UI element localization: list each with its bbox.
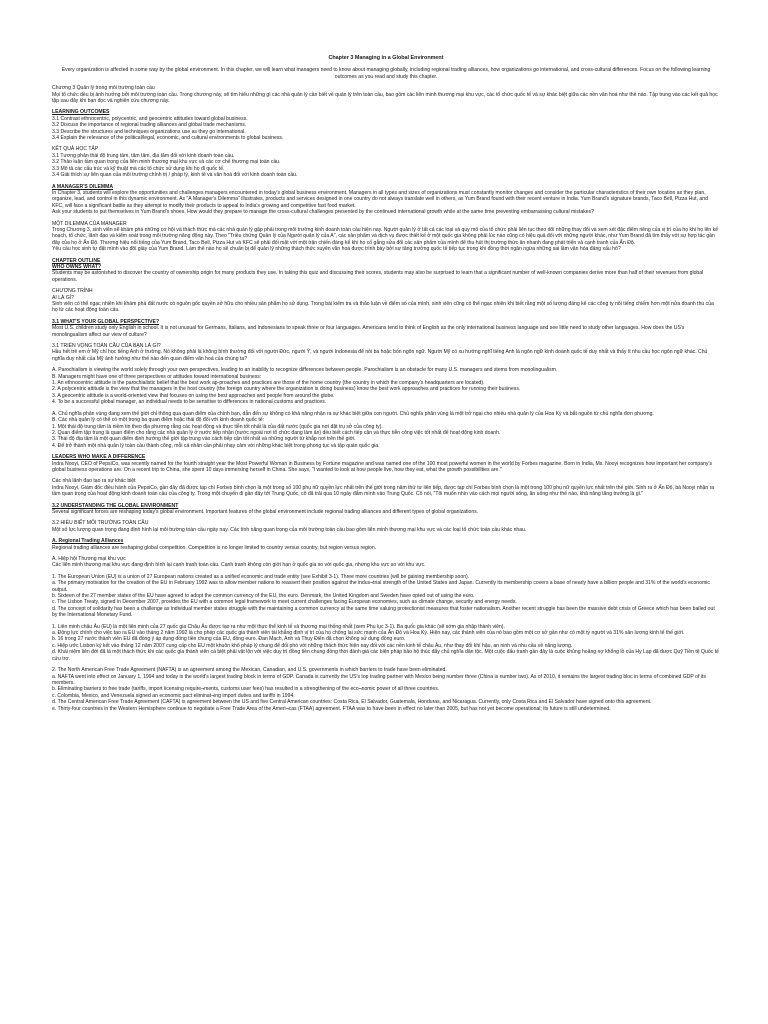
paragraph: d. The concept of solidarity has been a challenge as individual member states struggle with the maintaining a common currency at the same time valuing protectionist measures that foster nationalism. Another recent struggle has been the massive debt crisis of Greece which has been bailed out by the International Monetary Fund. — [52, 605, 715, 619]
section-7 — [52, 288, 720, 314]
section-19 — [52, 624, 720, 662]
paragraph: Các liên minh thương mại khu vực đang định hình lại cạnh tranh toàn cầu. Cạnh tranh không còn giới hạn ở quốc gia so với quốc gia, nhưng khu vực so với khu vực. — [52, 562, 426, 569]
section-10 — [52, 367, 720, 405]
document-page — [52, 55, 720, 717]
paragraph: 3.1 Tương phản thái độ trung tâm, tâm tâm, địa tâm đối với kinh doanh toàn cầu. — [52, 152, 235, 159]
section-heading: 3.1 WHAT'S YOUR GLOBAL PERSPECTIVE? — [52, 318, 160, 325]
section-18 — [52, 574, 720, 619]
paragraph: 3.3 Mô tả các cấu trúc và kỹ thuật mà các tổ chức sử dụng khi họ đi quốc tế. — [52, 165, 225, 172]
section-13 — [52, 478, 720, 497]
paragraph: A. Hiệp hội Thương mại khu vực — [52, 556, 126, 562]
section-16 — [52, 538, 720, 551]
chapter-intro: Every organization is affected in some way by the global environment. In this chapter, we will learn what managers need to know about managing globally, including regional trading alliances, how organizations go international, and cross-cultural differences. Focus on the following learning outcomes as you read and study this chapter. — [61, 67, 711, 80]
paragraph: Yêu cầu học sinh tự đặt mình vào đôi giày của Yum Brand. Làm thế nào họ sẽ chuẩn bị để quản lý những thách thức xuyên văn hoá được trình bày bởi sự tăng trưởng quốc tế tiếp tục trong khi đồng thời ngăn ngừa những sai lầm văn hóa đáng xấu hổ? — [52, 246, 621, 253]
paragraph: Các nhà lãnh đạo tạo ra sự khác biệt — [52, 478, 136, 485]
paragraph: b. Sixteen of the 27 member states of the EU have agreed to adopt the common currency of the EU, the euro. Denmark, the United Kingdom and Sweden have opted out of using the euro. — [52, 593, 475, 600]
section-2 — [52, 109, 720, 141]
section-6 — [52, 258, 720, 284]
paragraph: In Chapter 3, students will explore the opportunities and challenges managers encountered in today's global business environment. Managers in all types and sizes of organizations must constantly monitor changes and consider the particular characteristics of their own location as they plan, organize, lead, and control in this dynamic environment. As "A Manager's Dilemma" illustrates, products and services designed in one country do not always translate well in others, as Yum Brand found with their recent venture in India. Yum Brand's signature brands, Taco Bell, Pizza Hut, and KFC, will face a significant battle as they attempt to modify their products to appeal to India's growing and competitive fast food market. — [52, 189, 708, 209]
section-8 — [52, 319, 720, 338]
section-9 — [52, 343, 720, 362]
paragraph: 2. The North American Free Trade Agreement (NAFTA) is an agreement among the Mexican, Canadian, and U.S. governments in which barriers to trade have been eliminated. — [52, 667, 447, 674]
section-3 — [52, 146, 720, 178]
paragraph: 3.2 Thảo luận tầm quan trọng của liên minh thương mại khu vực và các cơ chế thương mại toàn cầu. — [52, 159, 281, 166]
paragraph: 3.2 HIỂU BIẾT MÔI TRƯỜNG TOÀN CẦU — [52, 520, 149, 527]
section-heading: LEARNING OUTCOMES — [52, 109, 110, 116]
section-12 — [52, 454, 720, 473]
paragraph: Indra Nooyi, Giám đốc điều hành của PepsiCo, gần đây đã được tạp chí Forbes bình chọn là một trong số 100 phụ nữ quyền lực nhất trên thế giới trong năm thứ tư liên tiếp, được tạp chí Forbes bình chọn là một trong 100 phụ nữ quyền lực nhất trên thế giới. Sinh ra ở Ấn Độ, bà Nooyi nhận ra tầm quan trọng của hoạt động kinh doanh toàn cầu của công ty. Trong một chuyến đi gần đây tới Trung Quốc, cô đã trải qua 10 ngày đắm mình vào Trung Quốc. Cô nói, "Tôi muốn nhìn vào cách mọi người sống, ăn uống như thế nào, khả năng tăng trưởng là gì." — [52, 484, 715, 498]
paragraph: c. Colombia, Mexico, and Venezuela signed an economic pact eliminat¬ing import duties and tariffs in 1994. — [52, 692, 295, 699]
paragraph: CHƯƠNG TRÌNH — [52, 288, 93, 295]
section-17 — [52, 556, 720, 569]
section-1 — [52, 85, 720, 104]
paragraph: 3.1 TRIỂN VỌNG TOÀN CẦU CỦA BẠN LÀ GÌ? — [52, 343, 161, 350]
paragraph: B. Các nhà quản lý có thể có một trong ba quan điểm hoặc thái độ đối với kinh doanh quốc tế: — [52, 417, 265, 424]
section-heading: A MANAGER'S DILEMMA — [52, 183, 114, 190]
paragraph: d. Khái niệm liên đới đã là một thách thức khi các quốc gia thành viên cá biệt phải vật lộn với việc duy trì đồng tiền chung đồng thời đánh giá các biện pháp bảo hộ thúc đẩy chủ nghĩa dân tộc. Một cuộc đấu tranh gần đây là cuộc khủng hoảng nợ khổng lồ của Hy Lạp đã được Quỹ Tiền tệ Quốc tế cứu trợ. — [52, 649, 719, 662]
paragraph: Mọi tổ chức đều bị ảnh hưởng bởi môi trường toàn cầu. Trong chương này, sẽ tìm hiểu những gì các nhà quản lý cần biết về quản lý trên toàn cầu, bao gồm các liên minh thương mại khu vực, các tổ chức quốc tế và sự khác biệt giữa các nền văn hoá như thế nào. Tập trung vào các kết quả học tập sau đây khi bạn đọc và nghiên cứu chương này. — [52, 91, 718, 105]
chapter-title: Chapter 3 Managing in a Global Environment — [328, 55, 444, 61]
paragraph: Indra Nooyi, CEO of PepsiCo, was recently named for the fourth straight year the Most Powerful Woman in Business by Fortune magazine and was named one of the 100 most powerful women in the world by Forbes magazine. Born in India, Ms. Nooyi recognizes how important her company's global business operations are. On a recent trip to China, she spent 10 days immersing herself in China. She says, "I wanted to look at how people live, how they eat, what the growth possibilities are." — [52, 460, 712, 473]
paragraph: a. Động lực chính cho việc tạo ra EU vào tháng 2 năm 1992 là cho phép các quốc gia thành viên tái khẳng định vị trí của họ chống lại sức mạnh của Ấn Độ và Hoa Kỳ. Hiện nay, các thành viên của nó bao gồm một cơ sở gần như có một tỷ người và 31% sản lượng kinh tế thế giới. — [52, 630, 685, 637]
paragraph: Một số lực lượng quan trọng đang định hình lại môi trường toàn cầu ngày nay. Các tính năng quan trọng của môi trường toàn cầu bao gồm liên minh thương mại khu vực và các loại tổ chức toàn cầu khác nhau. — [52, 526, 527, 533]
paragraph: KẾT QUẢ HỌC TẬP — [52, 146, 99, 153]
section-heading: A. Regional Trading Alliances — [52, 538, 124, 545]
section-14 — [52, 503, 720, 516]
paragraph: a. NAFTA went into effect on January 1, 1994 and today is the world's largest trading block in terms of GDP. Canada is currently the US's top trading partner with Mexico being number three (China is number two). As of 2010, it remains the largest trading bloc in terms of combined GDP of its members. — [52, 673, 706, 686]
paragraph: 3.2 Discuss the importance of regional trading alliances and global trade mechanisms. — [52, 122, 247, 129]
section-5 — [52, 221, 720, 253]
section-heading: CHAPTER OUTLINE — [52, 257, 101, 264]
paragraph: 3.4 Giải thích sự liên quan của môi trường chính trị / pháp lý, kinh tế và văn hoá đối với kinh doanh toàn cầu. — [52, 172, 298, 179]
paragraph: e. Thirty-four countries in the Western Hemisphere continue to negotiate a Free Trade Area of the Ameri¬cas (FTAA) agreement. FTAA was to have been in effect no later than 2005, but has not yet become operational; its future is still undetermined. — [52, 705, 611, 712]
paragraph: A. Chủ nghĩa phân vùng đang xem thế giới chỉ thông qua quan điểm của chính bạn, dẫn đến sự không có khả năng nhận ra sự khác biệt giữa con người. Chủ nghĩa phân vùng là một trở ngại cho nhiều nhà quản lý của Hoa Kỳ và bắt nguồn từ chủ nghĩa đơn phương. — [52, 410, 654, 417]
paragraph: 1. The European Union (EU) is a union of 27 European nations created as a unified economic and trade entity (see Exhibit 3-1). Three more countries (will be gaining membership soon). — [52, 573, 470, 580]
section-11 — [52, 411, 720, 449]
paragraph: 3.3 Describe the structures and techniques organizations use as they go international. — [52, 128, 246, 135]
paragraph: Several significant forces are reshaping today's global environment. Important features of the global environment include regional trading alliances and different types of global organizations. — [52, 508, 479, 515]
paragraph: 2. Quan điểm tập trung là quan điểm cho rằng các nhà quản lý ở nước tiếp nhận (nước ngoài nơi tổ chức đang làm ăn) đều biết cách tiếp cận và thực tiễn công việc tốt nhất để hoạt động kinh doanh. — [52, 429, 501, 436]
paragraph: b. 16 trong 27 nước thành viên EU đã đồng ý áp dụng đồng tiền chung của EU, đồng euro. Đan Mạch, Anh và Thụy Điển đã chọn không sử dụng đồng euro. — [52, 636, 406, 643]
paragraph: Students may be astonished to discover the country of ownership origin for many products they use. In taking this quiz and discussing their scores, students may also be surprised to learn that a significant number of well-known companies derive more than half of their revenues from global operations. — [52, 270, 704, 283]
paragraph: 3. Thái độ địa tâm là một quan điểm định hướng thế giới tập trung vào cách tiếp cận tốt nhất và những người từ khắp nơi trên thế giới. — [52, 436, 356, 443]
paragraph: d. The Central American Free Trade Agreement (CAFTA) is agreement between the US and five Central American countries: Costa Rica, El Salvador, Guatemala, Honduras, and Nicaragua. Currently, only Costa Rica and El Salvador have signed onto this agreement. — [52, 699, 652, 706]
paragraph: 4. To be a successful global manager, an individual needs to be sensitive to differences in national customs and practices. — [52, 399, 327, 406]
paragraph: a. The primary motivation for the creation of the EU in February 1992 was to allow member nations to reassert their position against the indus¬trial strength of the United States and Japan. Currently its membership covers a base of nearly have a billion people and 31% of the world's economic output. — [52, 580, 710, 593]
section-4 — [52, 184, 720, 216]
paragraph: B. Managers might have one of three perspectives or attitudes toward international business: — [52, 373, 262, 380]
paragraph: Chương 3 Quản lý trong môi trường toàn cầu — [52, 85, 155, 92]
section-heading: WHO OWNS WHAT? — [52, 263, 102, 270]
paragraph: b. Eliminating barriers to free trade (tariffs, import licensing require¬ments, customs user fees) has resulted in a strengthening of the eco¬nomic power of all three countries. — [52, 686, 440, 693]
paragraph: Ask your students to put themselves in Yum Brand's shoes. How would they prepare to manage the cross-cultural challenges presented by the continued international growth while at the same time preventing embarrassing cultural mistakes? — [52, 209, 594, 216]
paragraph: 1. Một thái độ trung tâm là niềm tin theo địa phương rằng các hoạt động và thực tiễn tốt nhất là của đất nước (quốc gia nơi đặt trụ sở của công ty). — [52, 423, 383, 430]
paragraph: 3. A geocentric attitude is a world-oriented view that focuses on using the best approaches and people from around the globe. — [52, 392, 335, 399]
paragraph: 3.4 Explain the relevance of the political/legal, economic, and cultural environments to global business. — [52, 135, 284, 142]
paragraph: A. Parochialism is viewing the world solely through your own perspectives, leading to an inability to recognize differences between people. Parochialism is an obstacle for many U.S. managers and stems from monolingualism. — [52, 367, 558, 374]
paragraph: 3.1 Contrast ethnocentric, polycentric, and geocentric attitudes toward global business. — [52, 115, 248, 122]
paragraph: Sinh viên có thể ngạc nhiên khi khám phá đất nước có nguồn gốc quyền sở hữu cho nhiều sản phẩm họ sử dụng. Trong bài kiểm tra và thảo luận về điểm số của mình, sinh viên cũng có thể ngạc nhiên khi biết rằng một số lượng đáng kể các công ty nổi tiếng chiếm hơn một nửa doanh thu của họ từ các hoạt động toàn cầu. — [52, 301, 714, 314]
paragraph: 1. An ethnocentric attitude is the parochialistic belief that the best work ap-proaches and practices are those of the home country (the country in which the company's headquarters are located). — [52, 380, 485, 387]
section-15 — [52, 520, 720, 533]
section-heading: LEADERS WHO MAKE A DIFFERENCE — [52, 454, 146, 461]
paragraph: 1. Liên minh châu Âu (EU) là một liên minh của 27 quốc gia Châu Âu được tạo ra như một thực thể kinh tế và thương mại thống nhất (xem Phụ lục 3-1). Ba quốc gia khác (sẽ sớm gia nhập thành viên). — [52, 623, 505, 630]
paragraph: Hầu hết trẻ em ở Mỹ chỉ học tiếng Anh ở trường. Nó không phải là không bình thường đối với người Đức, người Ý, và người Indonesia để nói ba hoặc bốn ngôn ngữ. Người Mỹ có xu hướng nghĩ tiếng Anh là ngôn ngữ kinh doanh quốc tế duy nhất và thấy ít nhu cầu học ngôn ngữ khác. Chủ nghĩa duy nhất của Mỹ ảnh hưởng như thế nào đến quan điểm văn hoá của chúng ta? — [52, 349, 708, 362]
paragraph: AI LÀ GÌ? — [52, 294, 75, 301]
paragraph: 4. Để trở thành một nhà quản lý toàn cầu thành công, mỗi cá nhân cần phải nhạy cảm với những khác biệt trong phong tục và tập quán quốc gia. — [52, 442, 380, 449]
paragraph: MỘT DILEMMA CỦA MANAGER — [52, 220, 127, 227]
section-20 — [52, 667, 720, 712]
section-heading: 3.2 UNDERSTANDING THE GLOBAL ENVIRONMENT — [52, 502, 179, 509]
paragraph: Regional trading alliances are reshaping global competition. Competition is no longer limited to country versus country, but region versus region. — [52, 544, 377, 551]
paragraph: Most U.S. children study only English in school. It is not unusual for Germans, Italians, and Indonesians to speak three or four languages. Americans tend to think of English as the only international business language and see little need to study other languages. How does the US's monolingualism affect our view of culture? — [52, 325, 685, 338]
paragraph: 2. A polycentric attitude is the view that the managers in the host country (the foreign country where the organization is doing business) know the best work approaches and practices for running their business. — [52, 386, 521, 393]
paragraph: c. Hiệp ước Lisbon ký kết vào tháng 12 năm 2007 cung cấp cho EU một khuôn khổ pháp lý chung để đối phó với những thách thức hiện nay đối với các nền kinh tế châu Âu, như thay đổi khí hậu, an ninh và nhu cầu về năng lượng. — [52, 642, 573, 649]
paragraph: c. The Lisbon Treaty, signed in December 2007, provides the EU with a common legal framework to meet current challenges facing European economies, such as climate change, security and energy needs. — [52, 599, 517, 606]
paragraph: Trong Chương 3, sinh viên sẽ khám phá những cơ hội và thách thức mà các nhà quản lý gặp phải trong môi trường kinh doanh toàn cầu hiện nay. Người quản lý ở tất cả các loại và quy mô của tổ chức phải liên tục theo dõi những thay đổi và xem xét đặc điểm riêng của vị trí của họ khi họ lên kế hoạch, tổ chức, lãnh đạo và kiểm soát trong môi trường năng động này. Theo "Triều chứng Quản lý của Người quản lý của A", các sản phẩm và dịch vụ được thiết kế ở một quốc gia không phải lúc nào cũng có hiệu quả đối với những người khác, như Yum Brand đã tìm thấy với sự hợp tác gần đây của họ ở Ấn Độ. Thương hiệu nổi tiếng của Yum Brand, Taco Bell, Pizza Hut và KFC sẽ phải đối mặt với một trận chiến đáng kể khi họ cố gắng sửa đổi các sản phẩm của mình để thu hút thị trường thức ăn nhanh đang phát triển và cạnh tranh của Ấn Độ. — [52, 226, 719, 246]
document-body — [52, 85, 720, 712]
